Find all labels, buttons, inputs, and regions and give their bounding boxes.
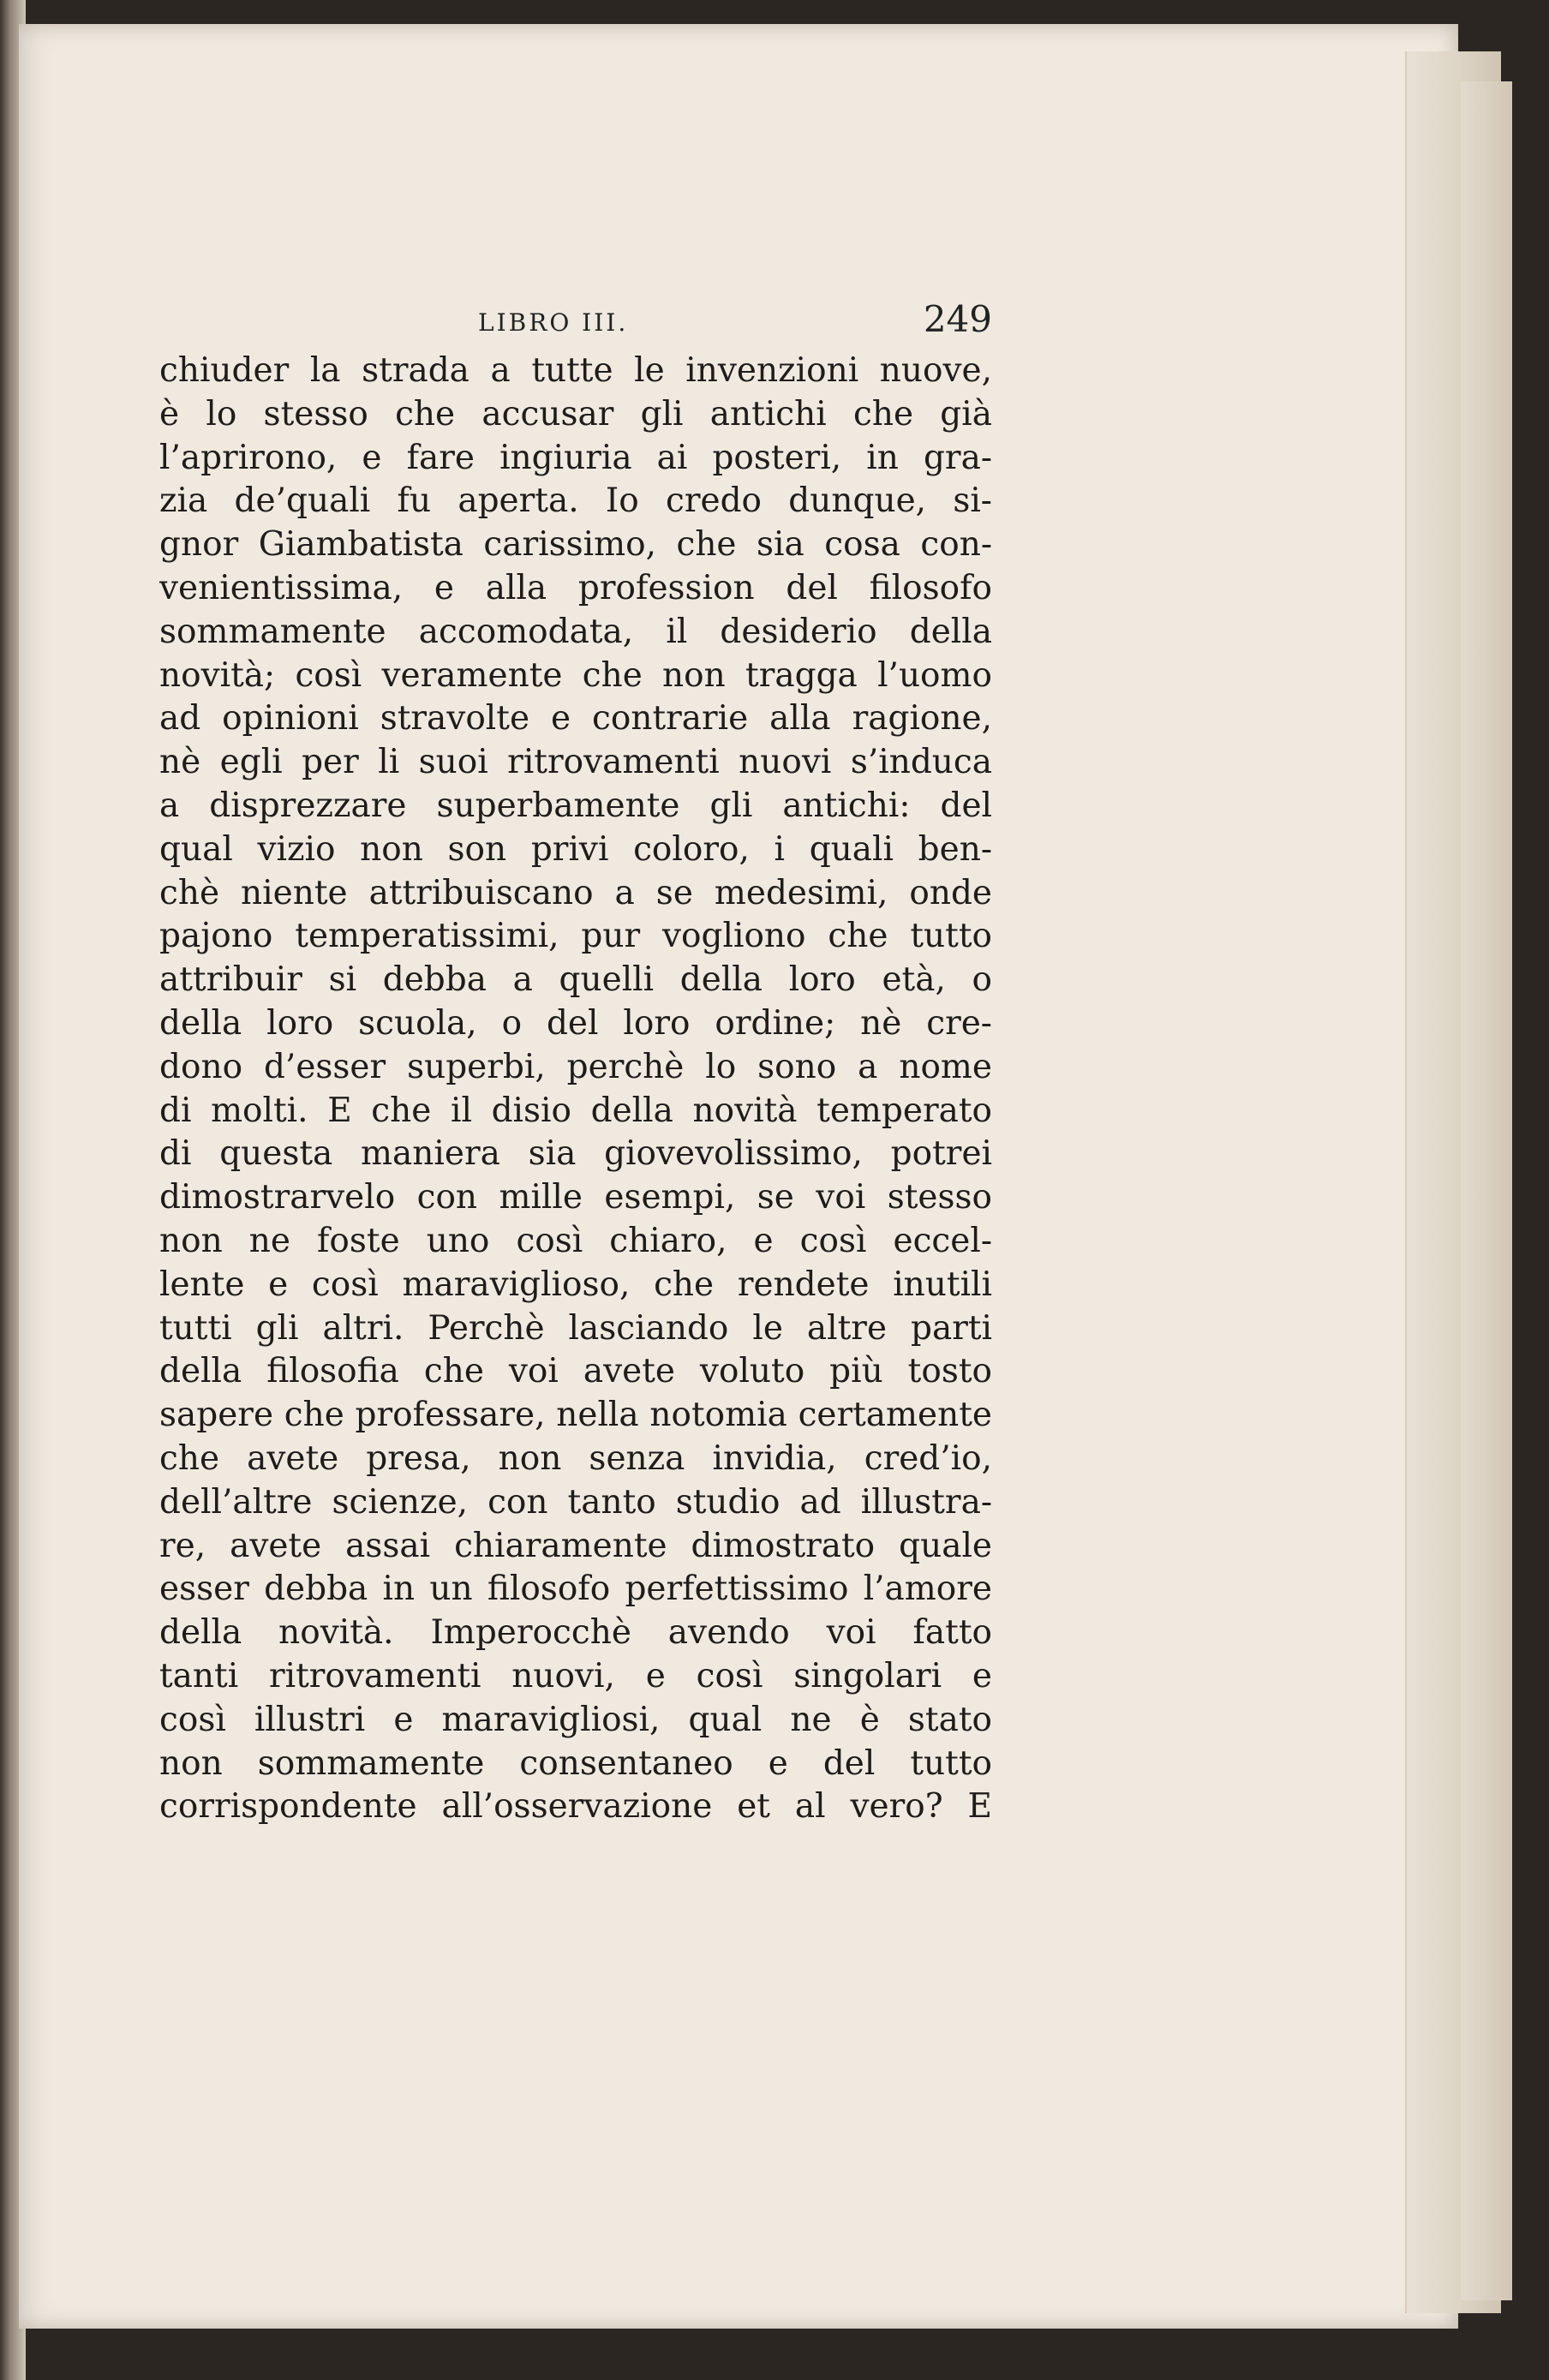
- text-line: ad opinioni stravolte e contrarie alla ragione,: [159, 699, 992, 739]
- text-line: zia de’quali fu aperta. Io credo dunque, si-: [159, 481, 992, 521]
- text-line: gnor Giambatista carissimo, che sia cosa con-: [159, 525, 992, 565]
- text-line: sommamente accomodata, il desiderio della: [159, 612, 992, 651]
- text-line: della loro scuola, o del loro ordine; nè cre-: [159, 1003, 992, 1043]
- text-line: non ne foste uno così chiaro, e così eccel-: [159, 1221, 992, 1260]
- text-line: tanti ritrovamenti nuovi, e così singolari e: [159, 1656, 992, 1695]
- text-line: nè egli per li suoi ritrovamenti nuovi s’induca: [159, 743, 992, 782]
- text-line: attribuir si debba a quelli della loro età, o: [159, 960, 992, 1000]
- text-line: venientissima, e alla profession del filosofo: [159, 568, 992, 607]
- text-line: chiuder la strada a tutte le invenzioni nuove,: [159, 351, 992, 390]
- text-line: pajono temperatissimi, pur vogliono che tutto: [159, 917, 992, 956]
- text-line: esser debba in un filosofo perfettissimo l’amore: [159, 1570, 992, 1609]
- body-text: [159, 350, 992, 1829]
- page-number: 249: [923, 298, 992, 340]
- running-title: LIBRO III.: [478, 308, 629, 337]
- text-line: dimostrarvelo con mille esempi, se voi stesso: [159, 1178, 992, 1217]
- text-line: di molti. E che il disio della novità temperato: [159, 1091, 992, 1130]
- text-line: dell’altre scienze, con tanto studio ad illustra-: [159, 1482, 992, 1522]
- text-line: della novità. Imperocchè avendo voi fatto: [159, 1613, 992, 1653]
- text-line: non sommamente consentaneo e del tutto: [159, 1743, 992, 1783]
- text-line: dono d’esser superbi, perchè lo sono a nome: [159, 1047, 992, 1086]
- text-line: chè niente attribuiscano a se medesimi, onde: [159, 873, 992, 912]
- text-line: della filosofia che voi avete voluto più tosto: [159, 1352, 992, 1391]
- page-edge-stack-outer: [1461, 81, 1512, 2300]
- text-line: lente e così maraviglioso, che rendete inutili: [159, 1265, 992, 1304]
- text-line: re, avete assai chiaramente dimostrato quale: [159, 1526, 992, 1565]
- text-line: sapere che professare, nella notomia certamente: [159, 1396, 992, 1435]
- text-line: l’aprirono, e fare ingiuria ai posteri, in gra-: [159, 438, 992, 477]
- text-line: di questa maniera sia giovevolissimo, potrei: [159, 1134, 992, 1174]
- text-line: che avete presa, non senza invidia, cred’io,: [159, 1438, 992, 1478]
- text-line: a disprezzare superbamente gli antichi: del: [159, 786, 992, 825]
- text-line: tutti gli altri. Perchè lasciando le altre parti: [159, 1308, 992, 1348]
- text-line: corrispondente all’osservazione et al vero? E: [159, 1787, 992, 1827]
- page-header: [159, 298, 992, 353]
- text-line: è lo stesso che accusar gli antichi che già: [159, 394, 992, 434]
- text-line: qual vizio non son privi coloro, i quali ben-: [159, 829, 992, 869]
- text-line: così illustri e maravigliosi, qual ne è stato: [159, 1700, 992, 1739]
- text-line: novità; così veramente che non tragga l’uomo: [159, 655, 992, 695]
